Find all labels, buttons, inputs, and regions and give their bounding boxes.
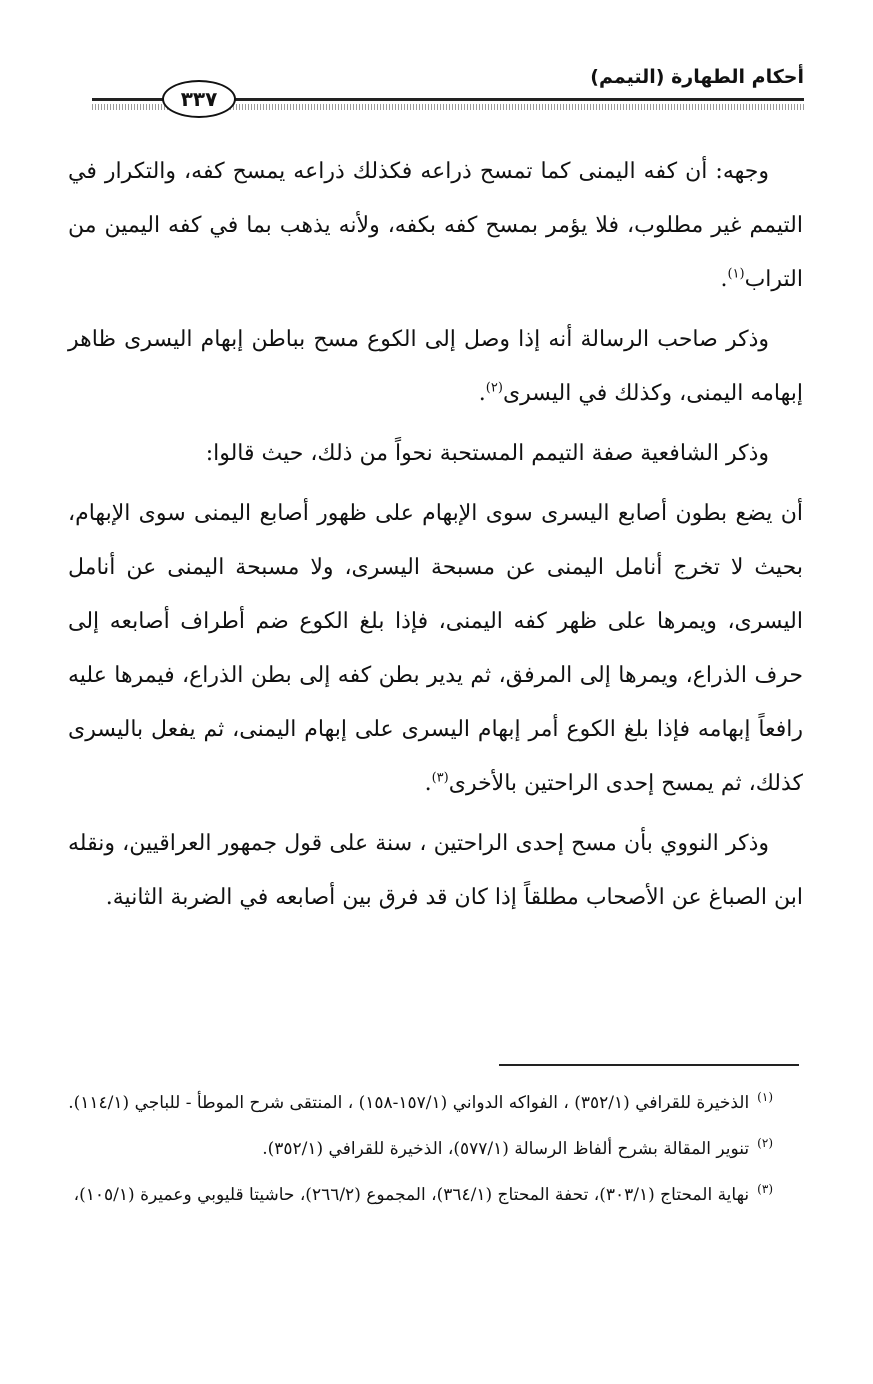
footnote-3-text: نهاية المحتاج (٣٠٣/١)، تحفة المحتاج (٣٦٤/١)، المجموع (٢٦٦/٢)، حاشيتا قليوبي وعميرة (١٠٥/١)، — [73, 1185, 750, 1205]
footnote-2 — [68, 1126, 803, 1172]
main-text — [68, 145, 803, 931]
page-number: ٣٣٧ — [162, 80, 236, 118]
paragraph-2 — [68, 313, 803, 421]
paragraph-3-text: وذكر الشافعية صفة التيمم المستحبة نحواً من ذلك، حيث قالوا: — [205, 441, 769, 466]
running-title: أحكام الطهارة (التيمم) — [590, 66, 804, 88]
footnote-divider — [499, 1064, 799, 1066]
paragraph-3 — [68, 427, 803, 481]
footnote-2-text: تنوير المقالة بشرح ألفاظ الرسالة (٥٧٧/١)، الذخيرة للقرافي (٣٥٢/١). — [262, 1139, 750, 1159]
footnote-1-marker: (١) — [757, 1090, 773, 1105]
paragraph-1-end: . — [720, 267, 728, 292]
page-header — [92, 62, 804, 122]
paragraph-4-text: أن يضع بطون أصابع اليسرى سوى الإبهام على ظهور أصابع اليمنى سوى الإبهام، بحيث لا تخرج أنامل اليمنى عن مسبحة اليسرى، ولا مسبحة اليمنى عن أنامل اليسرى، ويمرها على ظهر كفه اليمنى، فإذا بلغ الكوع ضم أطراف أصابعه إلى حرف الذراع، ويمرها إلى المرفق، ثم يدير بطن كفه إلى بطن الذراع، فيمرها عليه رافعاً إبهامه فإذا بلغ الكوع أمر إبهام اليسرى على إبهام اليمنى، ثم يفعل باليسرى كذلك، ثم يمسح إحدى الراحتين بالأخرى — [68, 501, 803, 796]
footnote-1 — [68, 1080, 803, 1126]
paragraph-1 — [68, 145, 803, 307]
paragraph-2-text: وذكر صاحب الرسالة أنه إذا وصل إلى الكوع مسح بباطن إبهام اليسرى ظاهر إبهامه اليمنى، وكذلك في اليسرى — [68, 327, 803, 406]
paragraph-5 — [68, 817, 803, 925]
paragraph-1-text: وجهه: أن كفه اليمنى كما تمسح ذراعه فكذلك ذراعه يمسح كفه، والتكرار في التيمم غير مطلوب، فلا يؤمر بمسح كفه بكفه، ولأنه يذهب بما في كفه اليمين من التراب — [68, 159, 803, 292]
footnote-3-marker: (٣) — [757, 1182, 773, 1197]
footnotes — [68, 1080, 803, 1218]
paragraph-5-text: وذكر النووي بأن مسح إحدى الراحتين ، سنة على قول جمهور العراقيين، ونقله ابن الصباغ عن الأصحاب مطلقاً إذا كان قد فرق بين أصابعه في الضربة الثانية. — [68, 831, 803, 910]
footnote-ref-3[interactable]: (٣) — [431, 770, 449, 786]
footnote-2-marker: (٢) — [757, 1136, 773, 1151]
footnote-3 — [68, 1172, 803, 1218]
paragraph-4-end: . — [424, 771, 432, 796]
footnote-ref-1[interactable]: (١) — [727, 266, 745, 282]
footnote-ref-2[interactable]: (٢) — [485, 380, 503, 396]
paragraph-2-end: . — [478, 381, 486, 406]
paragraph-4 — [68, 487, 803, 811]
footnote-1-text: الذخيرة للقرافي (٣٥٢/١) ، الفواكه الدواني (١٥٧/١-١٥٨) ، المنتقى شرح الموطأ - للباجي (١١٤/١). — [68, 1093, 750, 1113]
